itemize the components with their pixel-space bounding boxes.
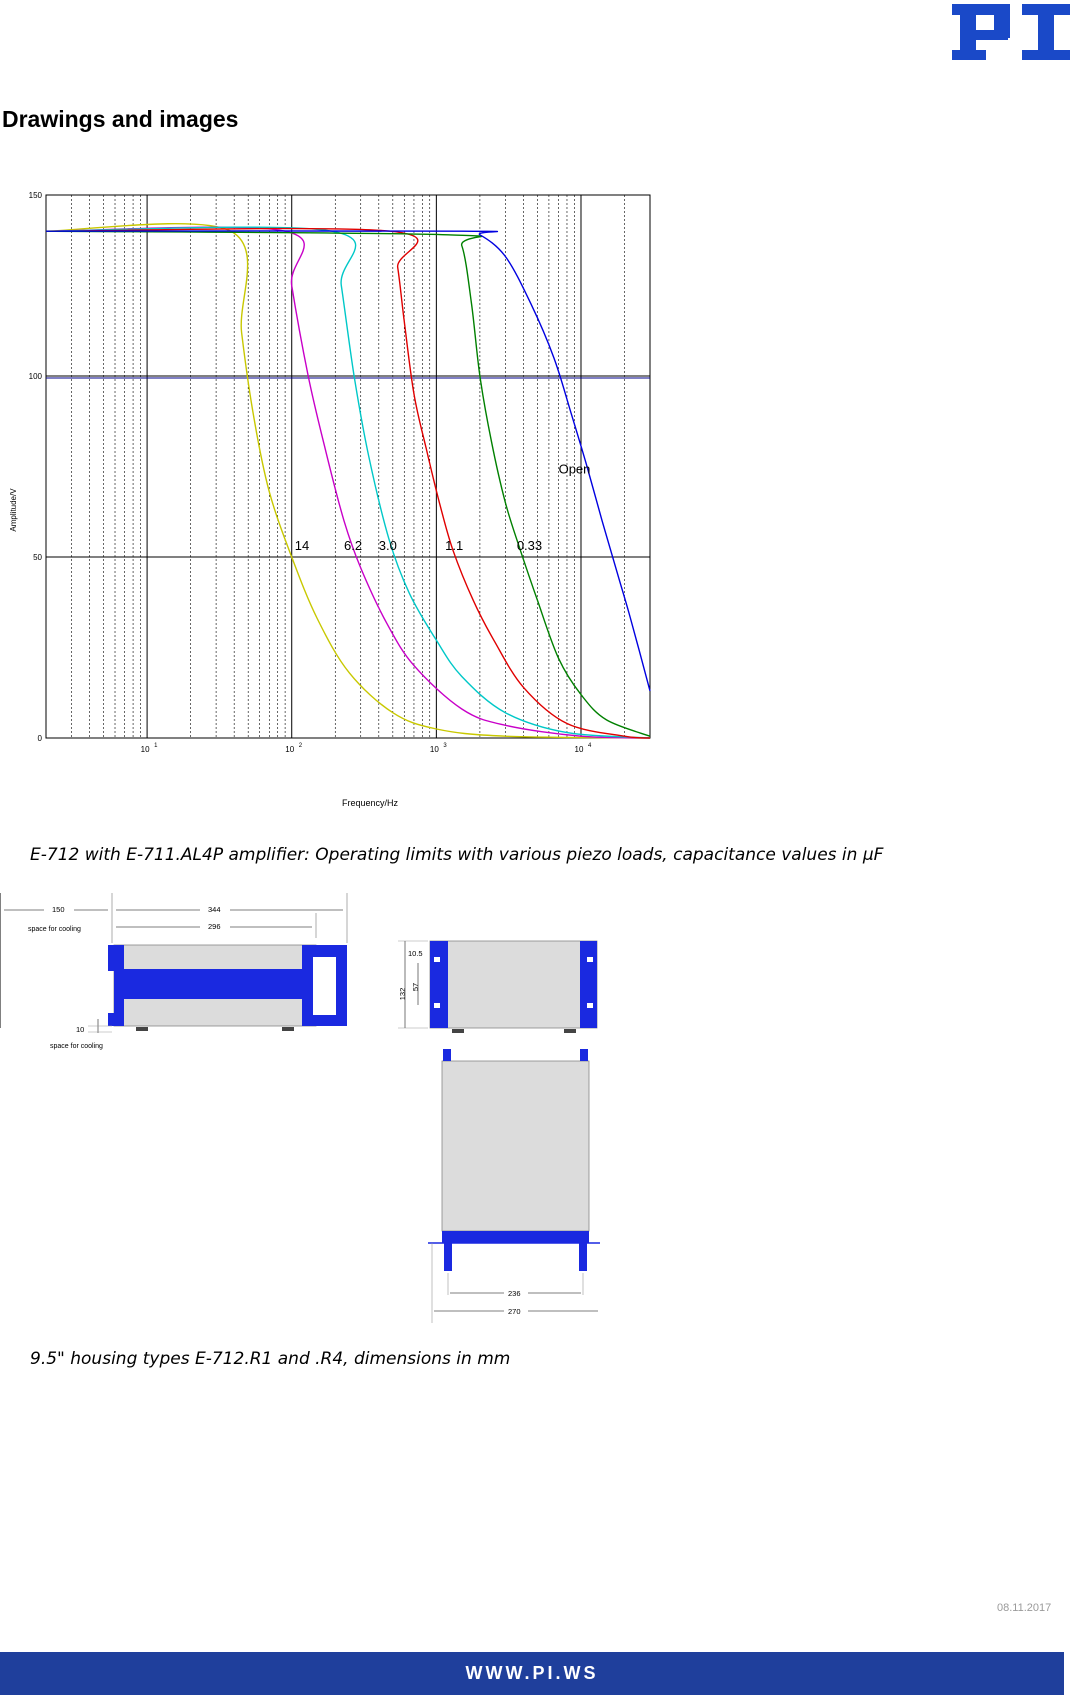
cooling-note-top: space for cooling [28, 926, 81, 933]
side-view-drawing [0, 893, 360, 1058]
series-label-0.33: 0.33 [516, 537, 543, 553]
dim-57: 57 [411, 982, 420, 992]
dim-10-5: 10.5 [408, 949, 423, 958]
y-axis-label: Amplitude/V [9, 488, 18, 532]
top-view-drawing [428, 1045, 608, 1325]
series-label-1.1: 1.1 [445, 537, 464, 553]
series-label-3.0: 3.0 [378, 537, 397, 553]
x-axis-label: Frequency/Hz [341, 798, 399, 808]
dim-150: 150 [52, 905, 65, 914]
dim-132: 132 [398, 987, 407, 1001]
dim-296: 296 [208, 922, 221, 931]
logo-text: PI [950, 4, 951, 5]
series-label-14: 14 [294, 537, 310, 553]
pi-logo [950, 4, 1076, 64]
x-tick-exponent: 1 [154, 743, 158, 749]
x-tick-label: 10 [429, 745, 439, 754]
x-tick-exponent: 3 [443, 743, 447, 749]
x-tick-exponent: 2 [298, 743, 303, 749]
dim-236: 236 [508, 1289, 521, 1298]
drawing-caption: 9.5" housing types E-712.R1 and .R4, dimensions in mm [30, 1349, 511, 1369]
chart-caption: E-712 with E-711.AL4P amplifier: Operating limits with various piezo loads, capacitance values in µF [30, 845, 884, 865]
amplitude-frequency-chart [8, 180, 698, 820]
footer-url[interactable]: WWW.PI.WS [465, 1663, 599, 1683]
y-tick-label: 150 [28, 191, 42, 200]
y-tick-label: 0 [37, 734, 42, 743]
dim-344: 344 [208, 905, 221, 914]
document-date: 08.11.2017 [997, 1602, 1052, 1614]
y-tick-label: 100 [28, 372, 42, 381]
section-heading: Drawings and images [2, 106, 239, 132]
series-label-6.2: 6.2 [344, 537, 363, 553]
series-label-Open: Open [558, 461, 591, 477]
x-tick-label: 10 [140, 745, 150, 754]
footer-bar [0, 1652, 1064, 1695]
x-tick-exponent: 4 [587, 743, 592, 749]
x-tick-label: 10 [285, 745, 295, 754]
x-tick-label: 10 [574, 745, 584, 754]
y-tick-label: 50 [33, 553, 42, 562]
front-view-drawing [398, 930, 603, 1042]
dim-270: 270 [508, 1307, 521, 1316]
cooling-note-bottom: space for cooling [50, 1043, 103, 1050]
dim-10: 10 [76, 1025, 85, 1034]
